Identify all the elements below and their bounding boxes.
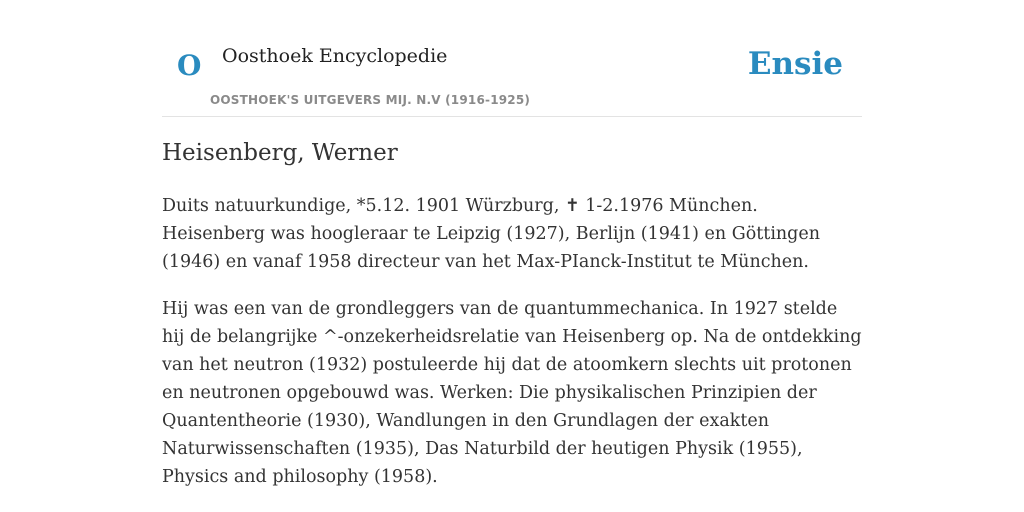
- ensie-brand-logo[interactable]: Ensie: [747, 46, 843, 82]
- source-title-link[interactable]: Oosthoek Encyclopedie: [222, 45, 448, 67]
- entry-paragraph: Hij was een van de grondleggers van de quantummechanica. In 1927 stelde hij de belangrijke ^-onzekerheidsrelatie van Heisenberg op. Na de ontdekking van het neutron (1932) postuleerde hij dat de atoomkern slechts uit protonen en neutronen opgebouwd was. Werken: Die physikalischen Prinzipien der Quantentheorie (1930), Wandlungen in den Grundlagen der exakten Naturwissenschaften (1935), Das Naturbild der heutigen Physik (1955), Physics and philosophy (1958).: [162, 299, 862, 487]
- source-logo-icon[interactable]: O: [177, 49, 202, 82]
- entry-paragraph: Duits natuurkundige, *5.12. 1901 Würzburg, ✝ 1-2.1976 München. Heisenberg was hoogleraar te Leipzig (1927), Berlijn (1941) en Göttingen (1946) en vanaf 1958 directeur van het Max-PIanck-Institut te München.: [162, 196, 821, 272]
- source-subtitle: OOSTHOEK'S UITGEVERS MIJ. N.V (1916-1925): [210, 93, 531, 107]
- page-container: [162, 0, 862, 487]
- entry-title: Heisenberg, Werner: [162, 140, 398, 166]
- entry-body: [162, 192, 862, 510]
- source-header: [162, 0, 862, 117]
